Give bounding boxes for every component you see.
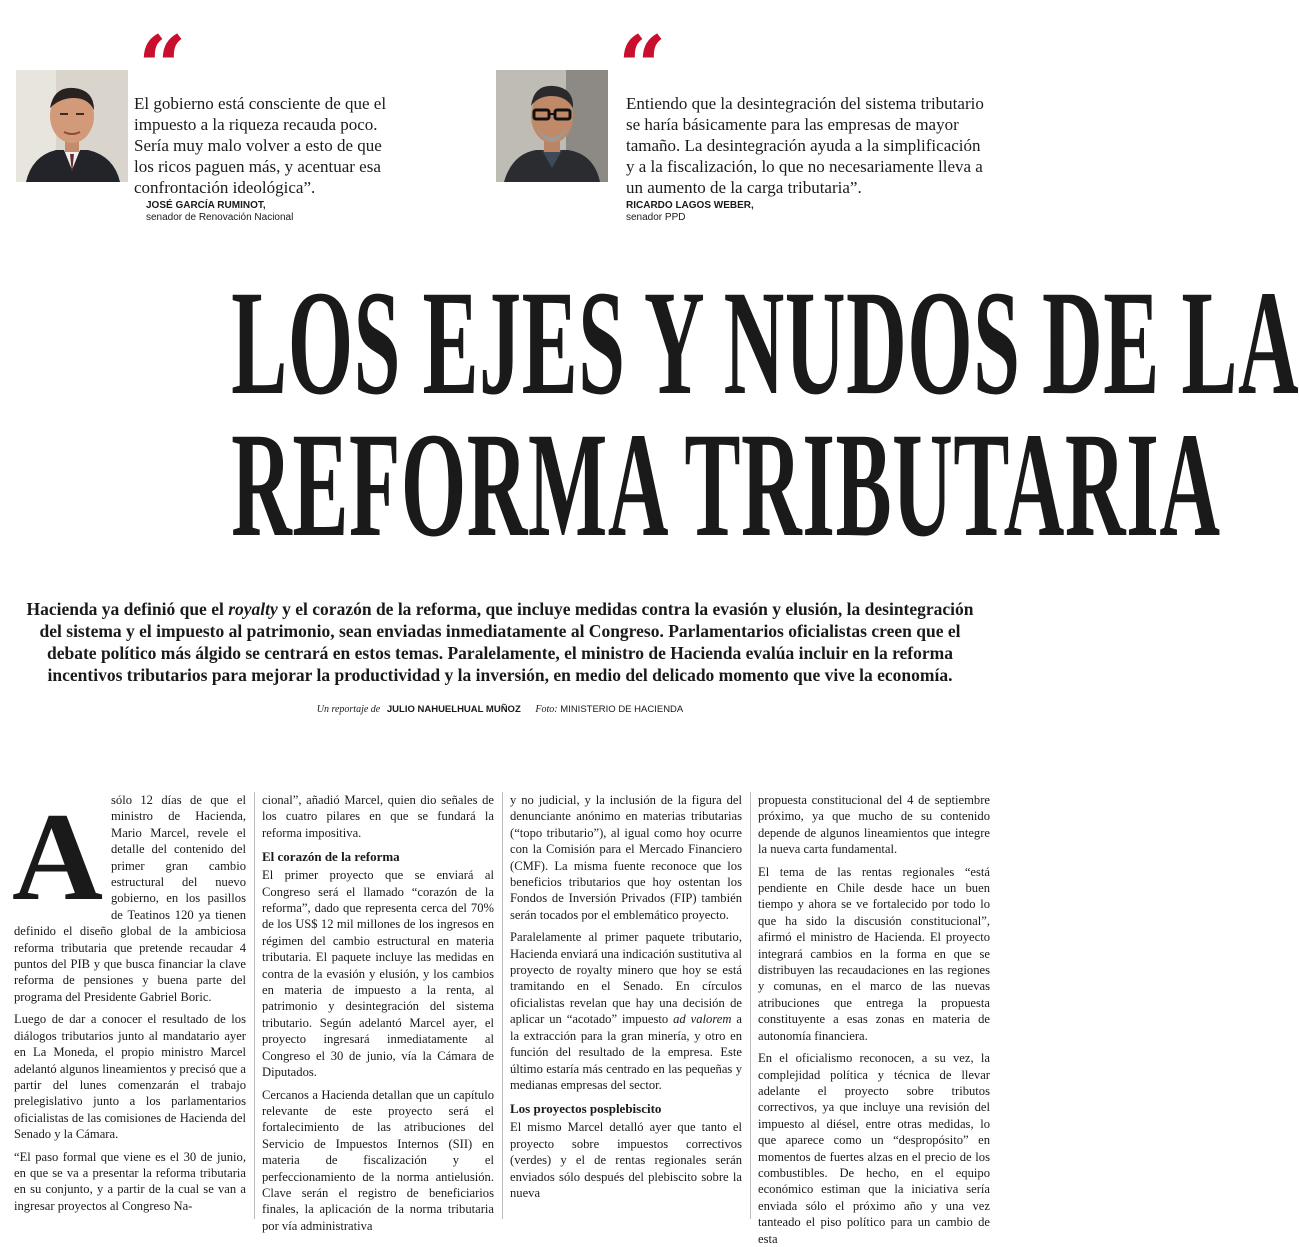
paragraph: y no judicial, y la inclusión de la figura del denunciante anónimo en materias tributarias (“topo tributario”), al igual como hoy ocurre con la Comisión para el Mercado Financiero (CMF). La misma fuente reconoce que los beneficios tributarios que hoy ostentan los Fondos de Inversión Privados (FIP) también serán tocados por el emblemático proyecto. (510, 793, 742, 922)
quote-author-role: senador PPD (626, 212, 686, 223)
article-body (12, 788, 990, 1246)
paragraph: Cercanos a Hacienda detallan que un capítulo relevante de este proyecto será el fortalecimiento de las atribuciones del Servicio de Impuestos Internos (SII) en materia de fiscalización y el perfeccionamiento de la norma antielusión. Clave serán el registro de beneficiarios finales, la aplicación de la norma tributaria por vía administrativa (262, 1087, 494, 1233)
paragraph (510, 929, 742, 1093)
paragraph: propuesta constitucional del 4 de septiembre próximo, ya que mucho de su contenido depende de algunos lineamientos que integre la nueva carta fundamental. (758, 793, 990, 857)
portrait-lagos-weber (496, 70, 608, 182)
quote-author-name: RICARDO LAGOS WEBER, (626, 200, 754, 211)
byline-author: JULIO NAHUELHUAL MUÑOZ (386, 704, 521, 715)
headline (231, 260, 1299, 568)
paragraph-italic: ad valorem (673, 1012, 732, 1027)
quote-text: El gobierno está consciente de que el impuesto a la riqueza recauda poco. Sería muy malo volver a esto de que los ricos paguen más, y acentuar esa confrontación ideológica”. (134, 94, 387, 197)
article-column-3 (510, 792, 742, 1219)
subheading: Los proyectos posplebiscito (510, 1101, 662, 1117)
quote-author-name: JOSÉ GARCÍA RUMINOT, (146, 200, 266, 211)
paragraph: En el oficialismo reconocen, a su vez, la complejidad política y técnica de llevar adelante el proyecto sobre tributos correctivos, ya que incluye una revisión del impuesto al diésel, entre otras medidas, lo que aparece como un “despropósito” en momentos de fuertes alzas en el precio de los combustibles. De hecho, en el equipo económico estiman que la iniciativa sería enviada sólo el próximo año y una vez tanteado el piso político para un cambio de esta (758, 1051, 990, 1246)
article-column-4 (758, 792, 990, 1246)
drop-cap: A (12, 788, 103, 927)
paragraph: El tema de las rentas regionales “está pendiente en Chile desde hace un buen tiempo y ahora se ve fortalecido por todo lo que ha sido la discusión constitucional”, afirmó el ministro de Hacienda. El proyecto integrará cambios en la forma en que se distribuyen las recaudaciones en las regiones y comunas, en el marco de las nuevas atribuciones que entrega la propuesta constituyente a esas zonas en materia de autonomía financiera. (758, 864, 990, 1043)
quote-text: Entiendo que la desintegración del sistema tributario se haría básicamente para las empresas de mayor tamaño. La desintegración ayuda a la simplificación y a la fiscalización, lo que no necesariamente lleva a un aumento de la carga tributaria”. (626, 94, 984, 197)
paragraph-part: Paralelamente al primer paquete tributario, Hacienda enviará una indicación sustitutiva al proyecto de royalty minero que hoy se está tramitando en el Senado. En círculos oficialistas revelan que hay una decisión de aplicar un “acotado” impuesto (510, 930, 742, 1027)
paragraph: Luego de dar a conocer el resultado de los diálogos tributarios junto al mandatario ayer en La Moneda, el propio ministro Marcel adelantó algunos lineamientos y precisó que a partir del lunes comenzarán el trabajo prelegislativo junto a los parlamentarios oficialistas de las comisiones de Hacienda del Senado y la Cámara. (14, 1012, 246, 1142)
byline-photo-label: Foto: (535, 704, 558, 715)
column-divider (254, 792, 255, 1219)
dek-italic: royalty (228, 599, 278, 619)
paragraph: “El paso formal que viene es el 30 de junio, en que se va a presentar la reforma tributaria en su conjunto, y a partir de la cual se van a ingresar proyectos al Congreso Na- (14, 1149, 246, 1213)
quote-mark-icon: “ (618, 17, 659, 116)
column-divider (750, 792, 751, 1219)
quote-mark-icon: “ (138, 17, 179, 116)
paragraph: El primer proyecto que se enviará al Congreso será el llamado “corazón de la reforma”, dado que representa cerca del 70% de los US$ 12 mil millones de los ingresos en régimen del cambio estructural en materia tributaria. El paquete incluye las medidas en contra de la evasión y elusión, y los cambios en materia de impuesto a la renta, al patrimonio y desintegración del sistema tributario. Según adelantó Marcel ayer, el proyecto ingresará inmediatamente al Congreso el 30 de junio, vía la Cámara de Diputados. (262, 868, 494, 1080)
article-column-1 (12, 788, 246, 1219)
byline (0, 704, 1000, 715)
article-column-2 (262, 792, 494, 1233)
headline-line-2: REFORMA TRIBUTARIA (231, 402, 1221, 568)
paragraph-part: a la extracción para la gran minería, y otro en función del resultado de la empresa. Este último estaría más centrado en las pequeñas y medianas empresas del sector. (510, 1012, 742, 1092)
subheading: El corazón de la reforma (262, 849, 400, 865)
paragraph: cional”, añadió Marcel, quien dio señales de los cuatro pilares en que se fundará la reforma impositiva. (262, 793, 494, 840)
portrait-garcia-ruminot (16, 70, 128, 182)
headline-line-1: LOS EJES Y NUDOS DE LA (231, 260, 1299, 426)
paragraph: El mismo Marcel detalló ayer que tanto el proyecto sobre impuestos correctivos (verdes) y el de rentas regionales serán enviados sólo después del plebiscito sobre la nueva (510, 1120, 742, 1200)
article-dek (22, 598, 978, 686)
dek-part-2: y el corazón de la reforma, que incluye medidas contra la evasión y elusión, la desintegración del sistema y el impuesto al patrimonio, sean enviadas inmediatamente al Congreso. Parlamentarios oficialistas creen que el debate político más álgido se centrará en estos temas. Paralelamente, el ministro de Hacienda evalúa incluir en la reforma incentivos tributarios para mejorar la productividad y la inversión, en medio del delicado momento que vive la economía. (39, 599, 974, 685)
quote-author-role: senador de Renovación Nacional (146, 212, 294, 223)
byline-report-label: Un reportaje de (316, 704, 381, 715)
dek-part-1: Hacienda ya definió que el (26, 599, 229, 619)
paragraph: sólo 12 días de que el ministro de Hacienda, Mario Marcel, revele el detalle del contenido del primer gran cambio estructural del nuevo gobierno, en los pasillos de Teatinos 120 ya tienen definido el diseño global de la ambiciosa reforma tributaria que pretende recaudar 4 puntos del PIB y que busca financiar la clave reforma de pensiones y buena parte del programa del Presidente Gabriel Boric. (14, 793, 246, 1004)
column-divider (502, 792, 503, 1219)
byline-photo-credit: MINISTERIO DE HACIENDA (560, 704, 684, 715)
